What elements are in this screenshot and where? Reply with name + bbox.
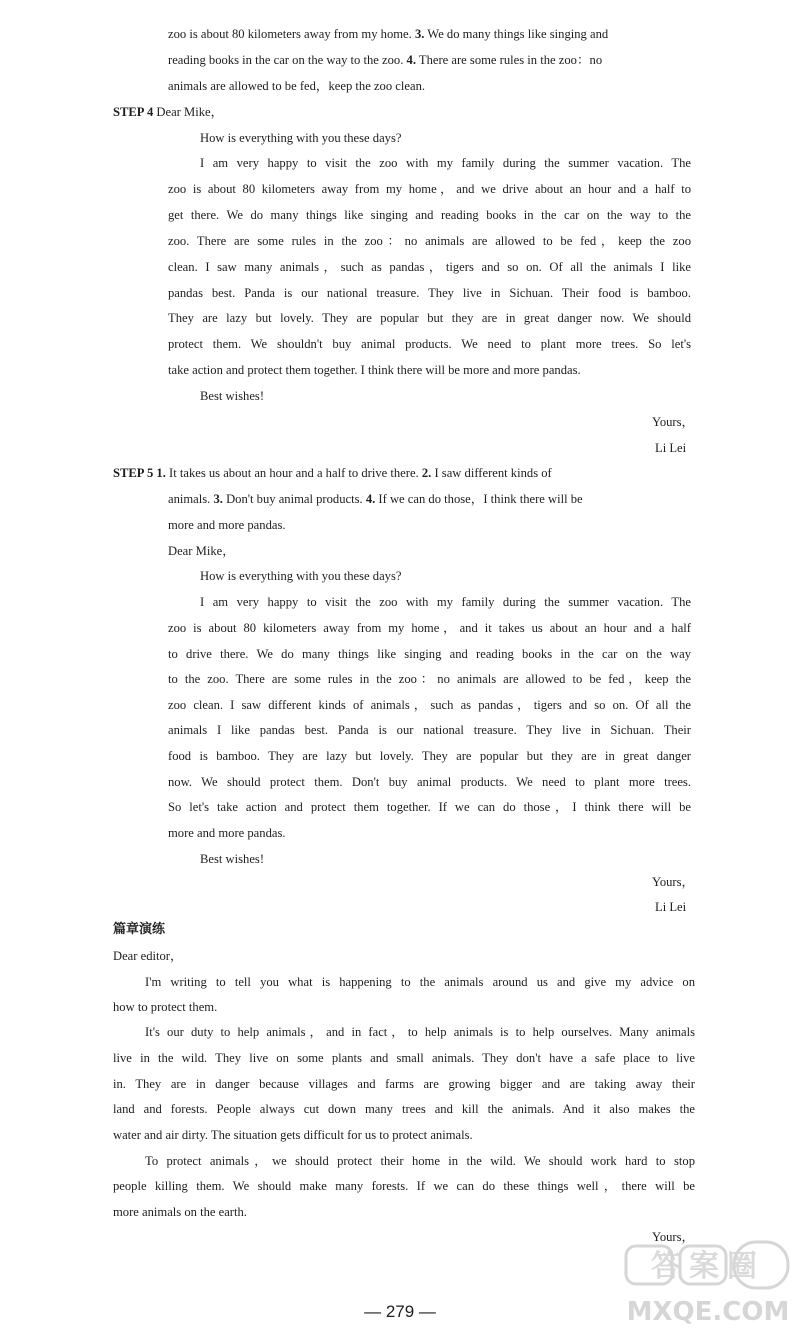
- closing: Best wishes!: [200, 389, 265, 403]
- section-heading: 篇章演练: [113, 922, 166, 937]
- page-number: — 279 —: [364, 1302, 436, 1321]
- text-line: water and air dirty. The situation gets difficult for us to protect animals.: [113, 1128, 473, 1142]
- step5-header: STEP 5 1. It takes us about an hour and a half to drive there. 2. I saw different kinds of: [113, 466, 552, 480]
- text-line: how to protect them.: [113, 1000, 218, 1014]
- text-line: to drive there. We do many things like singing and reading books in the car on the way: [168, 647, 691, 661]
- text-line: To protect animals，we should protect their home in the wild. We should work hard to stop: [145, 1154, 695, 1168]
- text-line: live in the wild. They live on some plants and small animals. They don't have a safe place to live: [113, 1051, 695, 1065]
- watermark-logo: [618, 1224, 798, 1328]
- salutation: Dear Mike，: [153, 105, 224, 119]
- sign-off: Yours，: [652, 1230, 695, 1244]
- text-line: pandas best. Panda is our national treasure. They live in Sichuan. Their food is bamboo.: [168, 286, 691, 300]
- svg-text:答案圈: 答案圈: [651, 1249, 765, 1284]
- text-line: I am very happy to visit the zoo with my family during the summer vacation. The: [200, 156, 691, 170]
- text-line: They are lazy but lovely. They are popular but they are in great danger now. We should: [168, 311, 691, 325]
- closing: Best wishes!: [200, 852, 265, 866]
- text-line: get there. We do many things like singing and reading books in the car on the way to the: [168, 208, 691, 222]
- text-line: people killing them. We should make many forests. If we can do these things well，there will be: [113, 1179, 695, 1193]
- text-line: It's our duty to help animals，and in fact，to help animals is to help ourselves. Many animals: [145, 1025, 695, 1039]
- svg-text:MXQE.COM: MXQE.COM: [626, 1297, 790, 1327]
- signature-name: Li Lei: [655, 900, 687, 914]
- signature-name: Li Lei: [655, 441, 687, 455]
- text-line: land and forests. People always cut down many trees and kill the animals. And it also makes the: [113, 1102, 695, 1116]
- text-line: zoo is about 80 kilometers away from my home，and it takes us about an hour and a half: [168, 621, 691, 635]
- text-line: animals are allowed to be fed，keep the zoo clean.: [168, 79, 426, 93]
- text-line: more and more pandas.: [168, 826, 286, 840]
- text-line: animals. 3. Don't buy animal products. 4. If we can do those，I think there will be: [168, 492, 583, 506]
- sign-off: Yours，: [652, 875, 695, 889]
- salutation: Dear Mike，: [168, 544, 235, 558]
- text-line: zoo clean. I saw different kinds of animals，such as pandas，tigers and so on. Of all the: [168, 698, 691, 712]
- text-line: animals I like pandas best. Panda is our national treasure. They live in Sichuan. Their: [168, 723, 691, 737]
- text-line: now. We should protect them. Don't buy animal products. We need to plant more trees.: [168, 775, 691, 789]
- text-line: I'm writing to tell you what is happening to the animals around us and give my advice on: [145, 975, 695, 989]
- text-line: clean. I saw many animals，such as pandas，tigers and so on. Of all the animals I like: [168, 260, 691, 274]
- text-line: zoo. There are some rules in the zoo：no animals are allowed to be fed，keep the zoo: [168, 234, 691, 248]
- text-line: in. They are in danger because villages and farms are growing bigger and are taking away their: [113, 1077, 695, 1091]
- text-line: zoo is about 80 kilometers away from my home，and we drive about an hour and a half to: [168, 182, 691, 196]
- text-line: reading books in the car on the way to the zoo. 4. There are some rules in the zoo：no: [168, 53, 603, 67]
- text-line: zoo is about 80 kilometers away from my home. 3. We do many things like singing and: [168, 27, 609, 41]
- step-label: STEP 5: [113, 466, 154, 480]
- step-label: STEP 4: [113, 105, 154, 119]
- text-line: more and more pandas.: [168, 518, 286, 532]
- text-line: I am very happy to visit the zoo with my family during the summer vacation. The: [200, 595, 691, 609]
- salutation: Dear editor，: [113, 949, 183, 963]
- text-line: So let's take action and protect them together. If we can do those，I think there will be: [168, 800, 691, 814]
- sign-off: Yours，: [652, 415, 695, 429]
- step4-header: [113, 104, 223, 120]
- text-line: How is everything with you these days?: [200, 131, 402, 145]
- text-line: protect them. We shouldn't buy animal products. We need to plant more trees. So let's: [168, 337, 691, 351]
- text-line: more animals on the earth.: [113, 1205, 247, 1219]
- text-line: to the zoo. There are some rules in the zoo：no animals are allowed to be fed，keep the: [168, 672, 691, 686]
- text-line: take action and protect them together. I think there will be more and more pandas.: [168, 363, 581, 377]
- text-line: food is bamboo. They are lazy but lovely. They are popular but they are in great danger: [168, 749, 691, 763]
- text-line: How is everything with you these days?: [200, 569, 402, 583]
